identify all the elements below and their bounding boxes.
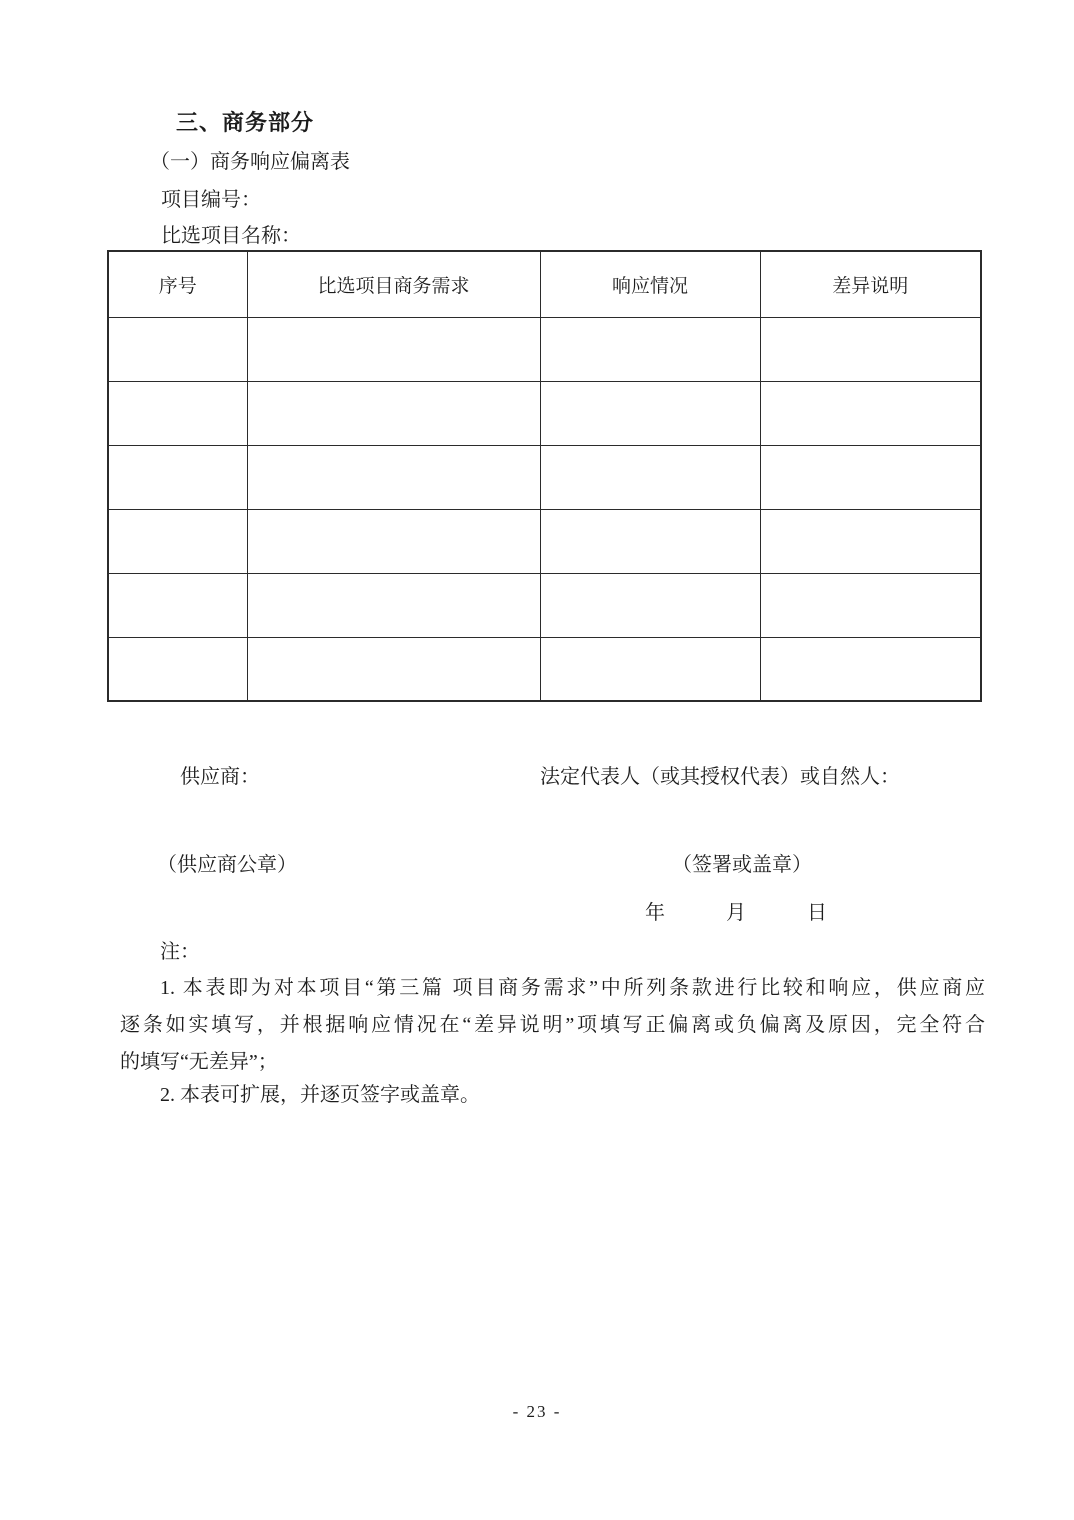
table-cell-empty (760, 317, 981, 381)
table-cell-empty (247, 637, 540, 701)
table-row (108, 509, 981, 573)
table-header-row (108, 251, 981, 317)
table-row (108, 573, 981, 637)
sign-or-seal-note: （签署或盖章） (672, 854, 812, 876)
date-month-label: 月 (726, 902, 746, 924)
legal-representative-label: 法定代表人（或其授权代表）或自然人： (540, 766, 900, 788)
table-cell-empty (108, 637, 247, 701)
table-cell-empty (540, 317, 760, 381)
table-cell-empty (540, 509, 760, 573)
header-seq-no: 序号 (108, 251, 247, 317)
business-deviation-table (107, 250, 982, 702)
table-cell-empty (108, 509, 247, 573)
table-row (108, 317, 981, 381)
table-cell-empty (247, 445, 540, 509)
note-item-1 (120, 970, 985, 1081)
table-cell-empty (760, 509, 981, 573)
section-subheading: （一）商务响应偏离表 (150, 151, 350, 173)
section-heading: 三、商务部分 (176, 110, 315, 135)
header-response-status: 响应情况 (540, 251, 760, 317)
table-cell-empty (540, 381, 760, 445)
date-year-label: 年 (645, 902, 665, 924)
notes-label: 注： (160, 941, 200, 963)
table-cell-empty (247, 509, 540, 573)
page-number: - 23 - (512, 1402, 562, 1421)
table-cell-empty (540, 445, 760, 509)
table-cell-empty (247, 317, 540, 381)
table-cell-empty (108, 445, 247, 509)
note-item-2: 2. 本表可扩展，并逐页签字或盖章。 (160, 1084, 480, 1106)
table-cell-empty (108, 381, 247, 445)
date-line (645, 896, 827, 925)
table-body (108, 317, 981, 701)
table-cell-empty (760, 573, 981, 637)
table-cell-empty (760, 637, 981, 701)
table-row (108, 445, 981, 509)
project-name-label: 比选项目名称： (161, 225, 301, 247)
table-cell-empty (108, 573, 247, 637)
supplier-seal-note: （供应商公章） (157, 854, 297, 876)
note-item-1-line-2: 逐条如实填写，并根据响应情况在“差异说明”项填写正偏离或负偏离及原因，完全符合 (120, 1014, 985, 1036)
table-cell-empty (760, 445, 981, 509)
table-cell-empty (540, 573, 760, 637)
date-day-label: 日 (807, 902, 827, 924)
project-number-label: 项目编号： (161, 189, 261, 211)
table-cell-empty (108, 317, 247, 381)
header-business-requirement: 比选项目商务需求 (247, 251, 540, 317)
table-row (108, 381, 981, 445)
table-row (108, 637, 981, 701)
note-item-1-line-3: 的填写“无差异”； (120, 1051, 278, 1073)
table-cell-empty (247, 573, 540, 637)
note-item-1-line-1: 1. 本表即为对本项目“第三篇 项目商务需求”中所列条款进行比较和响应，供应商应 (160, 977, 985, 999)
table-cell-empty (247, 381, 540, 445)
supplier-label: 供应商： (180, 766, 260, 788)
table-cell-empty (540, 637, 760, 701)
header-difference-description: 差异说明 (760, 251, 981, 317)
table-cell-empty (760, 381, 981, 445)
